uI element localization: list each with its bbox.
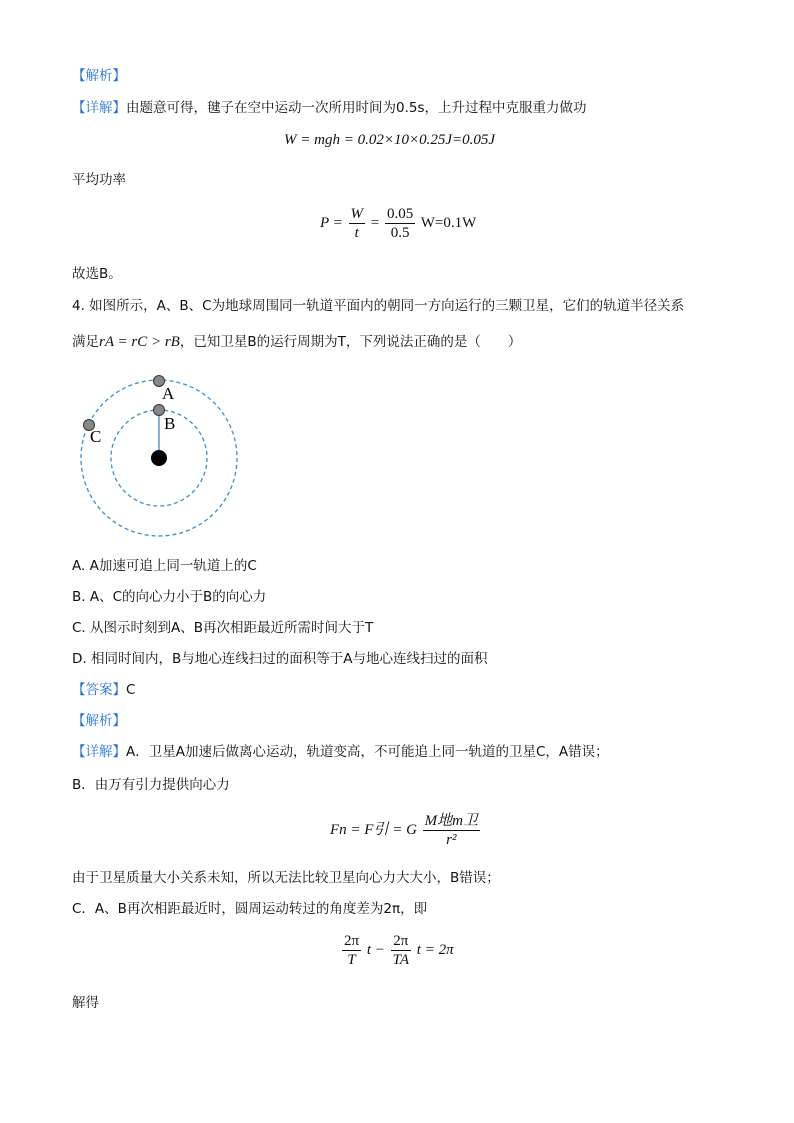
analysis-tag-1: 【解析】 bbox=[72, 68, 126, 84]
equation-power: P = $\frac{W}{t}$ = $\frac{0.05}{0.5}$ W=0.1W bbox=[320, 206, 477, 241]
question-4-line-1: 4. 如图所示，A、B、C为地球周围同一轨道平面内的朝同一方向运行的三颗卫星，它们的轨道半径关系 bbox=[72, 298, 685, 314]
option-d: D. 相同时间内，B与地心连线扫过的面积等于A与地心连线扫过的面积 bbox=[72, 651, 488, 667]
equation-force: Fn = F引 = G $\frac{\text{M地m卫}}{\text{r²}}$ bbox=[330, 813, 478, 848]
label-c: C bbox=[90, 427, 102, 446]
equation-work: W = mgh = 0.02×10×0.25J=0.05J bbox=[284, 132, 496, 148]
detail-b-line: B．由万有引力提供向心力 bbox=[72, 777, 230, 793]
detail-paragraph-2: 【详解】A．卫星A加速后做离心运动，轨道变高，不可能追上同一轨道的卫星C，A错误； bbox=[72, 744, 609, 760]
detail-paragraph-1: 【详解】由题意可得，毽子在空中运动一次所用时间为0.5s，上升过程中克服重力做功 bbox=[72, 100, 587, 116]
average-power-label: 平均功率 bbox=[72, 172, 126, 188]
choose-b: 故选B。 bbox=[72, 266, 122, 282]
option-b: B. A、C的向心力小于B的向心力 bbox=[72, 589, 267, 605]
solve-label: 解得 bbox=[72, 995, 99, 1011]
earth bbox=[151, 450, 167, 466]
label-a: A bbox=[162, 384, 175, 403]
detail-c-line: C．A、B再次相距最近时，圆周运动转过的角度差为2π，即 bbox=[72, 901, 428, 917]
option-c: C. 从图示时刻到A、B再次相距最近所需时间大于T bbox=[72, 620, 374, 636]
option-a: A. A加速可追上同一轨道上的C bbox=[72, 558, 257, 574]
detail-b-conclusion: 由于卫星质量大小关系未知，所以无法比较卫星向心力大大小，B错误； bbox=[72, 870, 500, 886]
answer-line: 【答案】C bbox=[72, 682, 136, 698]
analysis-tag-2: 【解析】 bbox=[72, 713, 126, 729]
satellite-b bbox=[154, 405, 165, 416]
question-4-line-2: 满足rA = rC > rB，已知卫星B的运行周期为T，下列说法正确的是（ ） bbox=[72, 334, 522, 350]
orbit-diagram bbox=[78, 374, 244, 540]
equation-angle: $\frac{2\pi}{T}$ t − $\frac{2\pi}{TA}$ t = 2π bbox=[344, 933, 454, 968]
label-b: B bbox=[164, 414, 176, 433]
